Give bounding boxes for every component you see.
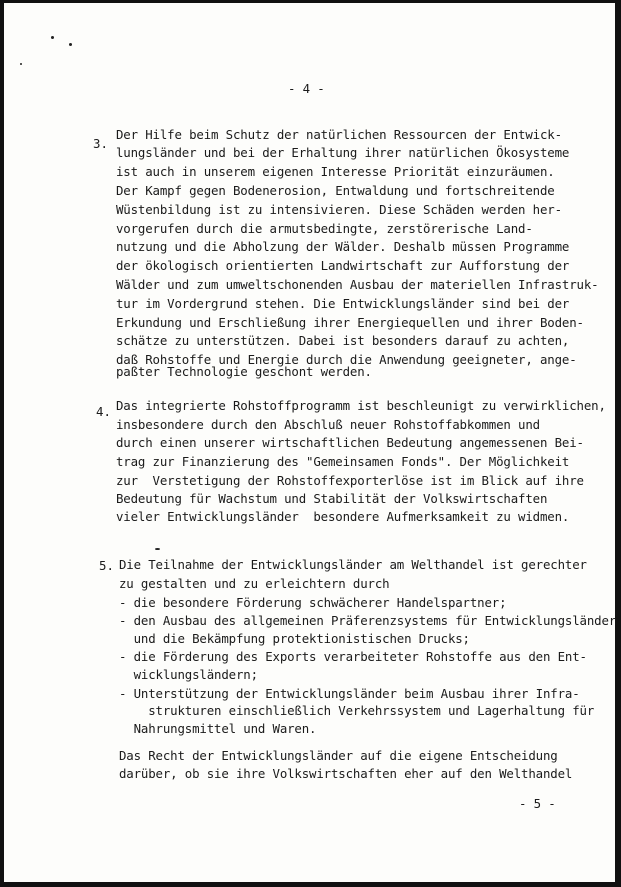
item-3-line: nutzung und die Abholzung der Wälder. Deshalb müssen Programme — [116, 239, 570, 254]
item-5-line: - Unterstützung der Entwicklungsländer beim Ausbau ihrer Infra- — [119, 686, 580, 701]
item-3-line: tur im Vordergrund stehen. Die Entwicklungsländer sind bei der — [116, 296, 570, 311]
item-3-line: Der Kampf gegen Bodenerosion, Entwaldung und fortschreitende — [116, 183, 555, 198]
item-3-line: daß Rohstoffe und Energie durch die Anwendung geeigneter, ange- — [116, 352, 577, 367]
item-4-line: Das integrierte Rohstoffprogramm ist beschleunigt zu verwirklichen, — [116, 398, 606, 413]
item-4-line: Bedeutung für Wachstum und Stabilität der Volkswirtschaften — [116, 491, 548, 506]
item-number: 3. — [93, 136, 108, 151]
item-4-line: vieler Entwicklungsländer besondere Aufmerksamkeit zu widmen. — [116, 509, 570, 524]
item-5-line: Nahrungsmittel und Waren. — [119, 721, 317, 736]
item-4-line: zur Verstetigung der Rohstoffexporterlöse ist im Blick auf ihre — [116, 473, 584, 488]
item-number: 5. — [99, 558, 114, 573]
item-4-line: trag zur Finanzierung des "Gemeinsamen Fonds". Der Möglichkeit — [116, 454, 570, 469]
scan-border-top — [0, 0, 621, 3]
item-3-line: der ökologisch orientierten Landwirtschaft zur Aufforstung der — [116, 258, 570, 273]
closing-line: darüber, ob sie ihre Volkswirtschaften eher auf den Welthandel — [119, 766, 573, 781]
item-3-line: Erkundung und Erschließung ihrer Energiequellen und ihrer Boden- — [116, 315, 584, 330]
item-number: 4. — [96, 404, 111, 419]
item-3-line: lungsländer und bei der Erhaltung ihrer natürlichen Ökosysteme — [116, 145, 570, 160]
item-3-line: vorgerufen durch die armutsbedingte, zerstörerische Land- — [116, 221, 533, 236]
item-5-line: strukturen einschließlich Verkehrssystem und Lagerhaltung für — [119, 703, 595, 718]
item-3-line: Wälder und zum umweltschonenden Ausbau der materiellen Infrastruk- — [116, 277, 599, 292]
item-4-line: insbesondere durch den Abschluß neuer Rohstoffabkommen und — [116, 417, 540, 432]
scan-speck — [20, 63, 22, 65]
item-5-line: zu gestalten und zu erleichtern durch — [119, 576, 390, 591]
item-5-line: - die Förderung des Exports verarbeiteter Rohstoffe aus den Ent- — [119, 649, 587, 664]
scan-speck — [51, 36, 54, 39]
item-3-line: Wüstenbildung ist zu intensivieren. Diese Schäden werden her- — [116, 202, 562, 217]
item-5-line: wicklungsländern; — [119, 667, 258, 682]
scan-speck — [69, 43, 72, 46]
item-5-line: - die besondere Förderung schwächerer Handelspartner; — [119, 595, 507, 610]
item-5-line: Die Teilnahme der Entwicklungsländer am Welthandel ist gerechter — [119, 557, 587, 572]
next-page-marker: - 5 - — [519, 796, 556, 811]
closing-line: Das Recht der Entwicklungsländer auf die eigene Entscheidung — [119, 748, 558, 763]
item-3-line: schätze zu unterstützen. Dabei ist besonders darauf zu achten, — [116, 333, 570, 348]
scan-speck — [155, 548, 160, 550]
scan-border-bottom — [0, 882, 621, 887]
item-3-line: Der Hilfe beim Schutz der natürlichen Ressourcen der Entwick- — [116, 127, 562, 142]
scan-border-right — [615, 0, 621, 887]
page-number: - 4 - — [288, 81, 325, 96]
item-3-line: paßter Technologie geschont werden. — [116, 364, 372, 379]
item-4-line: durch einen unserer wirtschaftlichen Bedeutung angemessenen Bei- — [116, 435, 584, 450]
scan-border-left — [0, 0, 4, 887]
item-5-line: - den Ausbau des allgemeinen Präferenzsystems für Entwicklungsländer — [119, 613, 617, 628]
item-3-line: ist auch in unserem eigenen Interesse Priorität einzuräumen. — [116, 164, 555, 179]
item-5-line: und die Bekämpfung protektionistischen Drucks; — [119, 631, 470, 646]
